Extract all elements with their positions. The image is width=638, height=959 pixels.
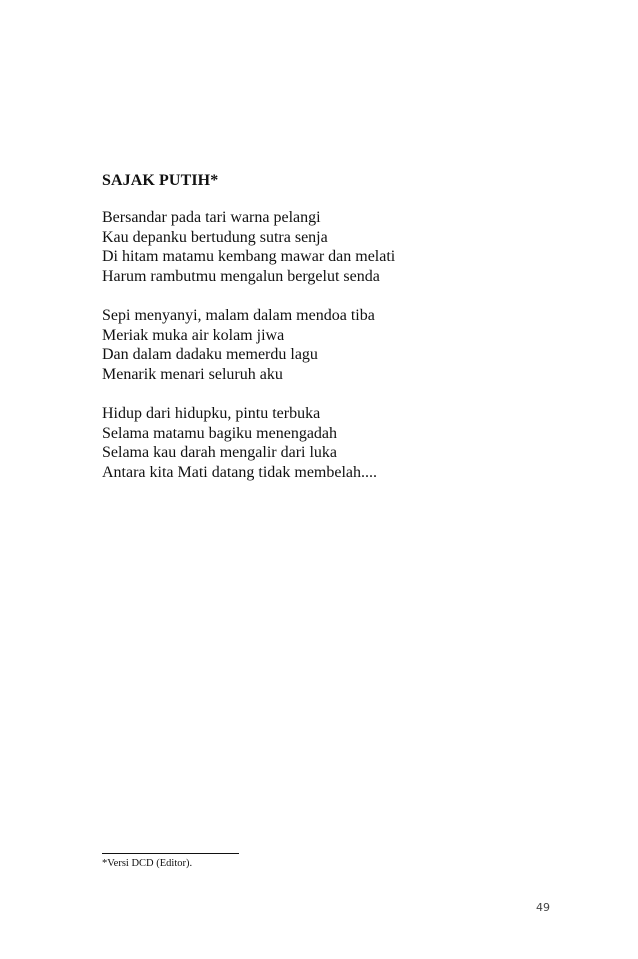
poem-line: Harum rambutmu mengalun bergelut senda	[102, 267, 380, 285]
footnote-divider	[102, 853, 239, 854]
stanza-1	[102, 208, 395, 286]
stanza-2	[102, 306, 375, 384]
poem-line: Hidup dari hidupku, pintu terbuka	[102, 405, 321, 422]
poem-line: Selama matamu bagiku menengadah	[102, 424, 338, 442]
stanza-3	[102, 404, 377, 482]
page-number: 49	[536, 901, 550, 914]
poem-title: SAJAK PUTIH*	[102, 172, 219, 189]
poem-line: Selama kau darah mengalir dari luka	[102, 444, 338, 461]
poem-line: Sepi menyanyi, malam dalam mendoa tiba	[102, 307, 375, 324]
poem-line: Menarik menari seluruh aku	[102, 365, 283, 383]
footnote: *Versi DCD (Editor).	[102, 858, 193, 869]
poem-line: Antara kita Mati datang tidak membelah....	[102, 463, 378, 481]
poem-line: Dan dalam dadaku memerdu lagu	[102, 346, 318, 363]
poem-line: Bersandar pada tari warna pelangi	[102, 209, 321, 226]
poem-line: Kau depanku bertudung sutra senja	[102, 228, 328, 246]
poem-line: Di hitam matamu kembang mawar dan melati	[102, 248, 396, 265]
poem-line: Meriak muka air kolam jiwa	[102, 326, 285, 344]
